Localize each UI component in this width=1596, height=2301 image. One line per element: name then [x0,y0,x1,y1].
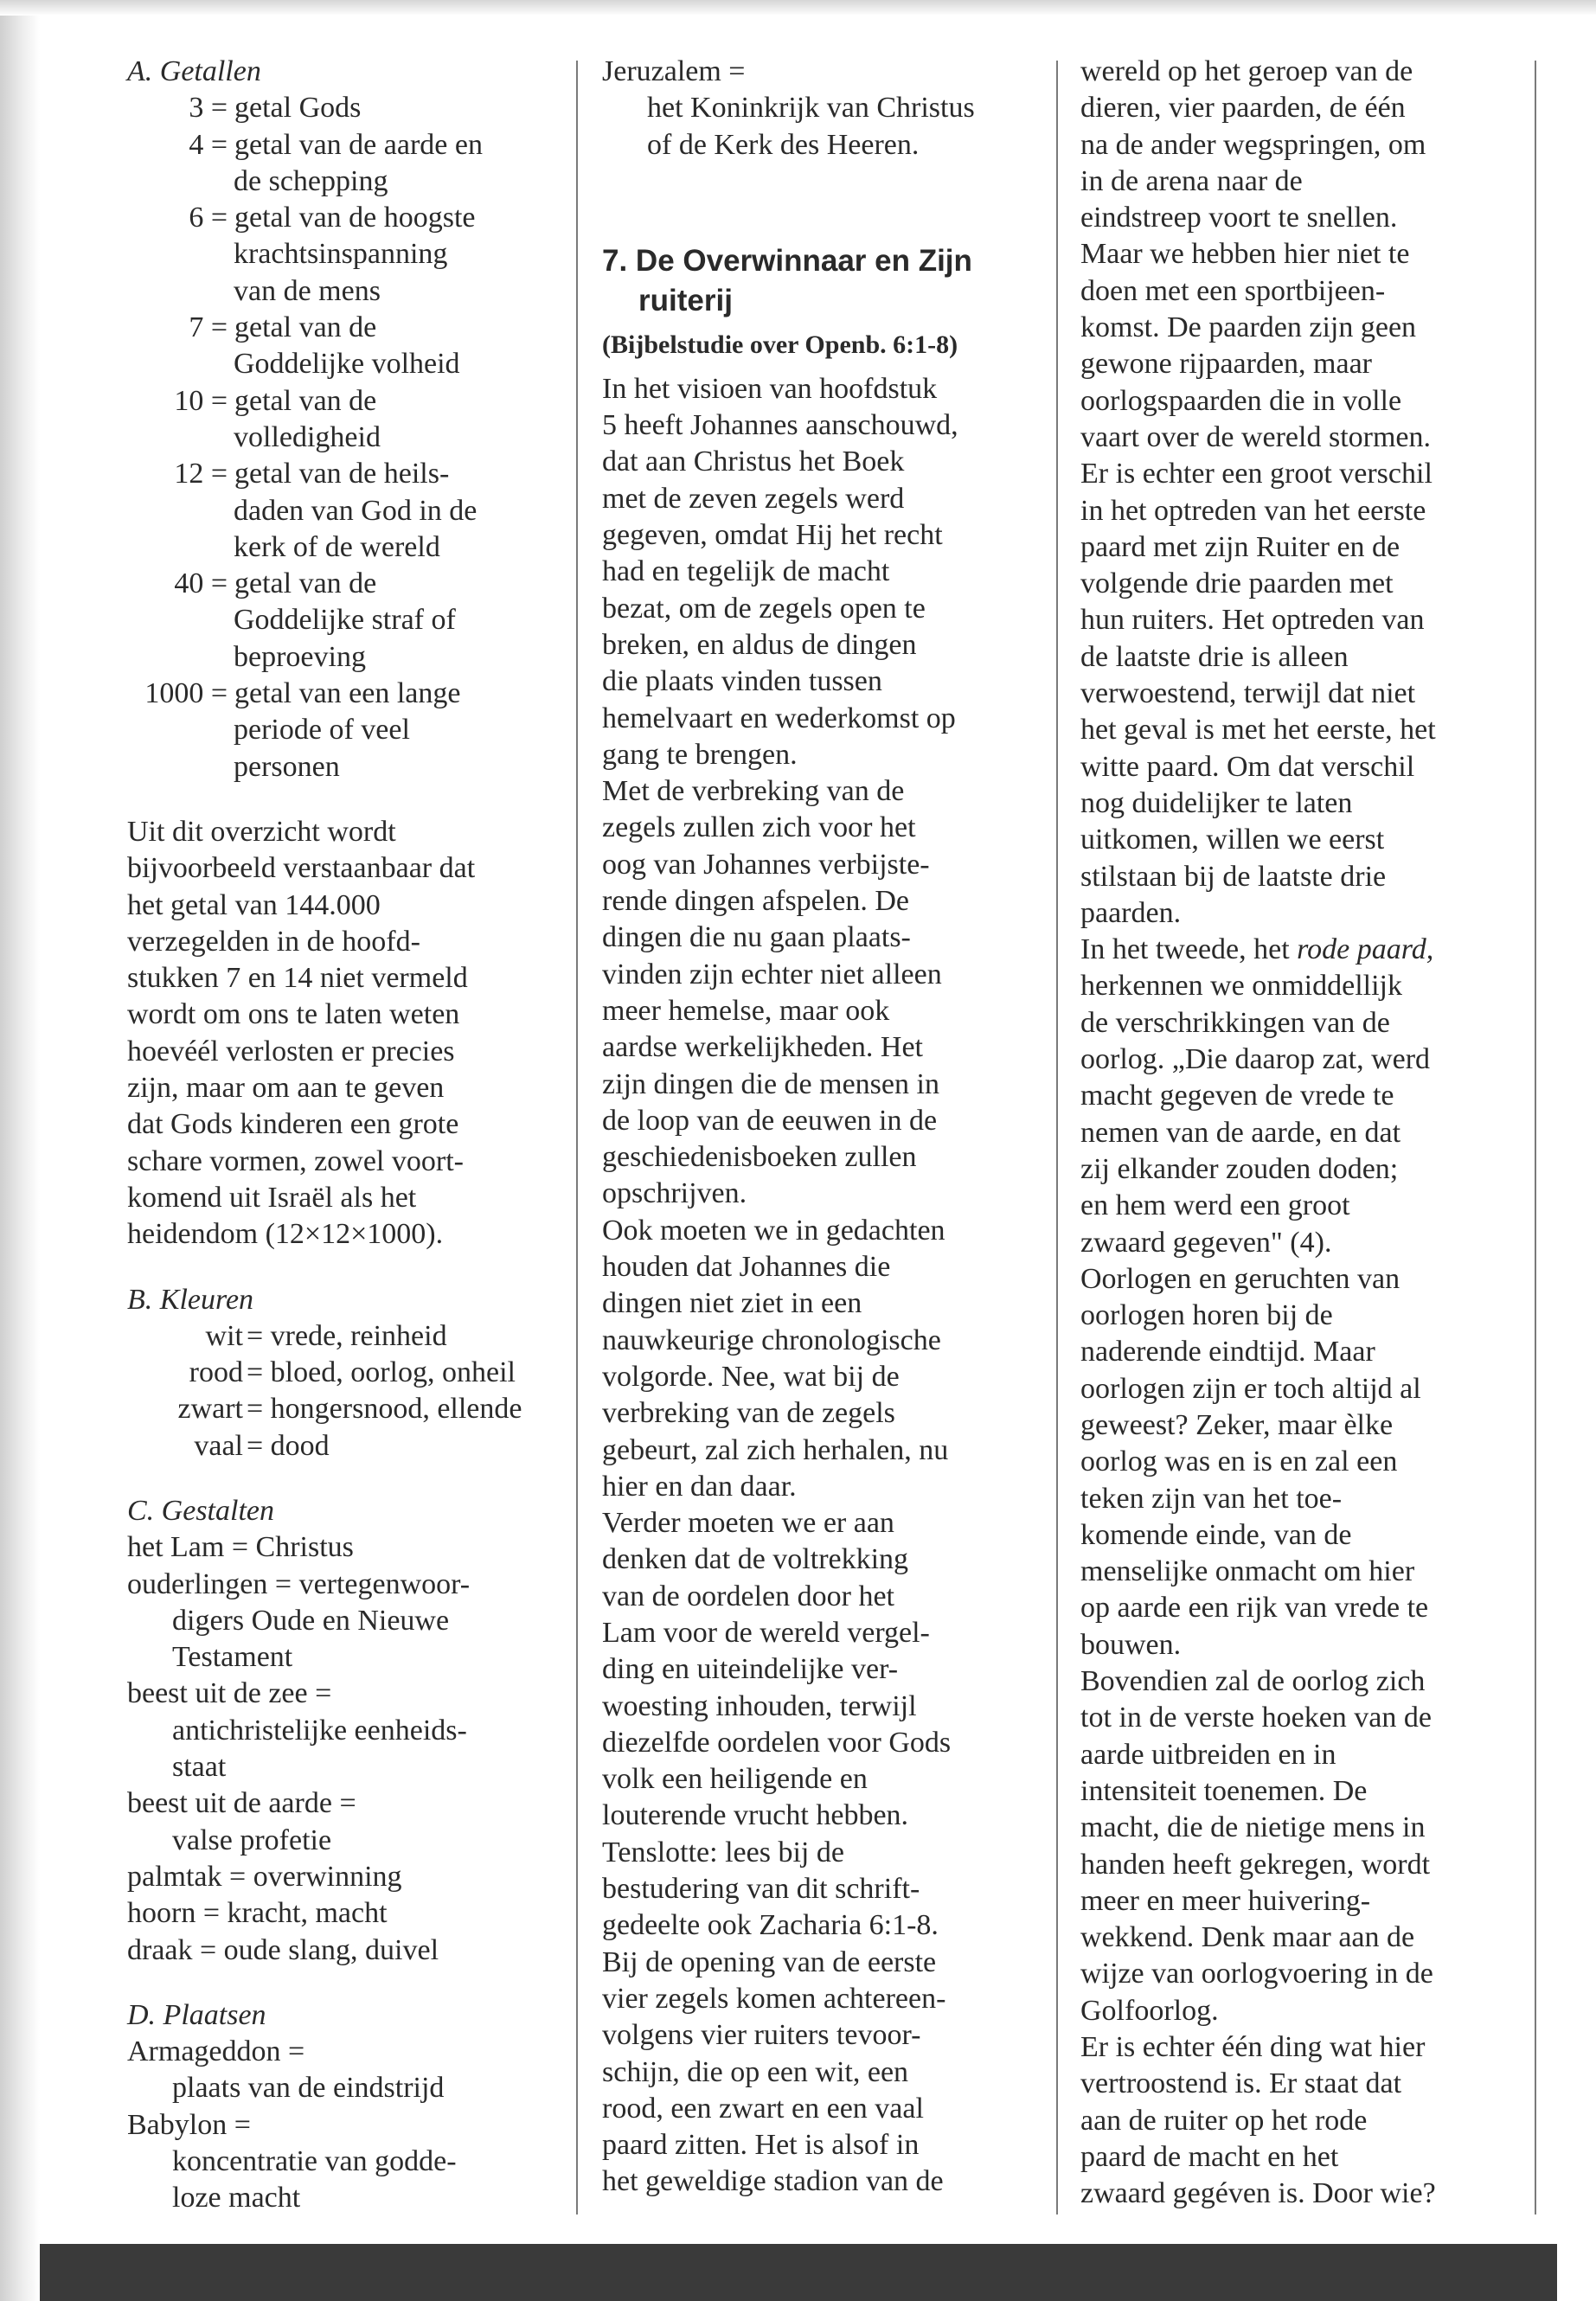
color-entry [127,1355,560,1391]
number-key: 3 = [189,92,228,125]
body-line: zij elkander zouden doden; [1080,1152,1399,1185]
number-entry [127,566,560,602]
body-line: naderende eindtijd. Maar [1080,1336,1375,1368]
color-meaning: = vrede, reinheid [247,1319,447,1352]
figure-entry: antichristelijke eenheids- [172,1714,467,1747]
body-line: meer en meer huivering- [1080,1884,1371,1917]
body-line: macht gegeven de vrede te [1080,1080,1394,1112]
body-line: had en tegelijk de macht [602,555,890,588]
paragraph-line: heidendom (12×12×1000). [127,1218,444,1251]
body-line: gewone rijpaarden, maar [1080,348,1372,381]
body-line: nemen van de aarde, en dat [1080,1116,1401,1149]
body-line: Bovendien zal de oorlog zich [1080,1665,1426,1698]
number-definition: getal van de [234,384,377,417]
column-1 [127,54,560,2217]
paragraph-line: hoevéél verlosten er precies [127,1035,455,1067]
article-body-continued-2 [1080,968,1530,2212]
body-line: aarde uitbreiden en in [1080,1738,1336,1771]
article-subheading: (Bijbelstudie over Openb. 6:1-8) [602,330,958,359]
body-line: verwoestend, terwijl dat niet [1080,677,1416,710]
number-definition: getal van de heils- [234,458,450,490]
body-line: nog duidelijker te laten [1080,786,1353,819]
body-line: tot in de verste hoeken van de [1080,1702,1432,1734]
body-line: het geval is met het eerste, het [1080,714,1436,747]
body-line: vier zegels komen achtereen- [602,1982,946,2015]
section-d-heading: D. Plaatsen [127,1998,266,2031]
body-line: gang te brengen. [602,738,798,771]
body-line: oorlog was en is en zal een [1080,1445,1398,1478]
color-meaning: = hongersnood, ellende [247,1393,522,1426]
number-definition-continued: volledigheid [234,420,381,453]
number-entry [127,310,560,346]
body-line: Met de verbreking van de [602,775,905,808]
body-line: de verschrikkingen van de [1080,1006,1390,1039]
column-rule-3 [1535,61,1536,2214]
body-line: schijn, die op een wit, een [602,2055,909,2088]
paragraph-line: dat Gods kinderen een grote [127,1108,459,1141]
body-line: denken dat de voltrekking [602,1543,909,1576]
body-line: gedeelte ook Zacharia 6:1-8. [602,1909,939,1942]
body-line: handen heeft gekregen, wordt [1080,1848,1431,1881]
body-line: hun ruiters. Het optreden van [1080,604,1425,637]
number-definition-continued: Goddelijke volheid [234,348,460,381]
body-line: Bij de opening van de eerste [602,1945,937,1978]
body-line: woesting inhouden, terwijl [602,1689,917,1722]
body-line: witte paard. Om dat verschil [1080,750,1415,783]
number-definition: getal van de [234,311,377,344]
body-line: dieren, vier paarden, de één [1080,92,1406,125]
body-line: doen met een sportbijeen- [1080,274,1386,307]
article-body [602,371,1052,2201]
section-c-heading: C. Gestalten [127,1494,274,1527]
number-definition-continued: de schepping [234,164,388,197]
body-line: die plaats vinden tussen [602,665,882,698]
body-line: macht, die de nietige mens in [1080,1811,1426,1844]
body-line: paard de macht en het [1080,2140,1339,2173]
body-line [1080,932,1530,968]
number-entry [127,676,560,712]
number-key: 12 = [174,458,228,490]
body-line: na de ander wegspringen, om [1080,128,1426,161]
paragraph-line: bijvoorbeeld verstaanbaar dat [127,852,476,885]
place-entry: Armageddon = [127,2035,305,2068]
body-line: gebeurt, zal zich herhalen, nu [602,1433,949,1466]
body-line: oorlog. „Die daarop zat, werd [1080,1043,1431,1076]
body-line: van de oordelen door het [602,1580,894,1612]
section-a-heading: A. Getallen [127,55,261,87]
colors-list [127,1318,560,1465]
paragraph-line: schare vormen, zowel voort- [127,1144,464,1177]
scan-shadow-top [0,0,1596,16]
body-line: houden dat Johannes die [602,1251,891,1284]
paragraph-line: Uit dit overzicht wordt [127,815,396,848]
body-line: Lam voor de wereld vergel- [602,1616,930,1649]
number-definition: getal Gods [234,92,362,125]
body-line: uitkomen, willen we eerst [1080,824,1385,856]
body-line: Verder moeten we er aan [602,1507,894,1540]
body-line: bouwen. [1080,1628,1182,1661]
body-line: in de arena naar de [1080,164,1303,197]
number-definition-continued: personen [234,750,340,783]
jerusalem-entry [602,54,1052,163]
number-definition-continued: kerk of de wereld [234,530,440,563]
color-entry [127,1391,560,1427]
color-entry [127,1318,560,1355]
color-meaning: = bloed, oorlog, onheil [247,1356,516,1389]
number-definition-continued: daden van God in de [234,494,478,527]
emphasis-rode-paard: rode paard, [1297,933,1434,966]
body-line: vinden zijn echter niet alleen [602,958,942,990]
body-line: verbreking van de zegels [602,1397,895,1430]
body-line: de loop van de eeuwen in de [602,1104,938,1137]
place-entry: Babylon = [127,2108,251,2141]
body-line: volk een heiligende en [602,1763,868,1796]
overview-paragraph [127,814,560,1253]
number-definition: getal van een lange [234,677,461,710]
body-line: dingen niet ziet in een [602,1287,862,1320]
paragraph-line: verzegelden in de hoofd- [127,925,420,958]
body-line: oorlogspaarden die in volle [1080,384,1402,417]
body-line: rood, een zwart en een vaal [602,2092,924,2125]
body-line: bestudering van dit schrift- [602,1873,920,1906]
color-key: zwart [177,1393,243,1426]
paragraph-line: stukken 7 en 14 niet vermeld [127,962,468,995]
color-key: wit [205,1319,243,1352]
body-line: hier en dan daar. [602,1470,797,1503]
number-key: 40 = [174,567,228,600]
place-entry: of de Kerk des Heeren. [647,128,920,161]
body-line: ding en uiteindelijke ver- [602,1653,899,1686]
figures-list [127,1529,560,1969]
body-line: met de zeven zegels werd [602,482,905,515]
body-line: herkennen we onmiddellijk [1080,970,1403,1003]
body-line: Er is echter één ding wat hier [1080,2031,1426,2064]
figure-entry: het Lam = Christus [127,1531,354,1564]
body-line: louterende vrucht hebben. [602,1799,909,1832]
body-line: Golfoorlog. [1080,1994,1219,2027]
place-entry: loze macht [172,2182,301,2214]
column-2 [602,54,1052,2201]
paragraph-line: komend uit Israël als het [127,1181,417,1214]
places-list [127,2034,560,2216]
paragraph-line: het getal van 144.000 [127,888,381,921]
place-entry: plaats van de eindstrijd [172,2072,445,2105]
figure-entry: staat [172,1751,227,1784]
number-key: 1000 = [144,677,228,710]
body-line: volgens vier ruiters tevoor- [602,2019,921,2052]
numbers-list [127,90,560,785]
column-rule-2 [1056,61,1058,2214]
body-line: komende einde, van de [1080,1518,1352,1551]
figure-entry: Testament [172,1641,293,1674]
figure-entry: draak = oude slang, duivel [127,1933,439,1966]
color-key: rood [189,1356,243,1389]
body-line: bezat, om de zegels open te [602,592,926,625]
number-definition-continued: periode of veel [234,714,410,747]
paragraph-line: wordt om ons te laten weten [127,998,460,1031]
number-entry [127,456,560,492]
body-line: vertroostend is. Er staat dat [1080,2067,1402,2100]
number-key: 4 = [189,128,228,161]
number-definition-continued: van de mens [234,274,381,307]
body-line: Oorlogen en geruchten van [1080,1262,1401,1295]
body-line: op aarde een rijk van vrede te [1080,1592,1429,1625]
body-line: diezelfde oordelen voor Gods [602,1726,952,1759]
body-line: eindstreep voort te snellen. [1080,202,1398,234]
number-definition-continued: Goddelijke straf of [234,604,456,637]
article-body-continued [1080,54,1530,932]
figure-entry: beest uit de aarde = [127,1787,356,1820]
body-line: stilstaan bij de laatste drie [1080,860,1387,893]
body-line: intensiteit toenemen. De [1080,1774,1368,1807]
body-line: In het visioen van hoofdstuk [602,372,938,405]
body-line: en hem werd een groot [1080,1189,1350,1222]
body-line: oorlogen horen bij de [1080,1299,1333,1332]
body-line: zijn dingen die de mensen in [602,1067,939,1100]
body-line: dingen die nu gaan plaats- [602,921,911,954]
place-entry: Jeruzalem = [602,55,746,87]
body-line: in het optreden van het eerste [1080,494,1426,527]
scan-bottom-bar [40,2244,1557,2301]
column-3 [1080,54,1530,2213]
body-line: wekkend. Denk maar aan de [1080,1921,1415,1954]
body-line: Tenslotte: lees bij de [602,1836,844,1868]
body-line: 5 heeft Johannes aanschouwd, [602,409,958,442]
number-definition-continued: krachtsinspanning [234,238,448,271]
number-definition: getal van de aarde en [234,128,483,161]
number-key: 7 = [189,311,228,344]
body-line: komst. De paarden zijn geen [1080,311,1417,344]
body-line: meer hemelse, maar ook [602,994,890,1027]
number-definition-continued: beproeving [234,640,366,673]
body-line: de laatste drie is alleen [1080,640,1349,673]
section-b-heading: B. Kleuren [127,1283,254,1316]
number-definition: getal van de [234,567,377,600]
scan-shadow-left [0,0,40,2301]
body-line: geschiedenisboeken zullen [602,1141,917,1174]
number-entry [127,383,560,420]
place-entry: het Koninkrijk van Christus [647,92,975,125]
number-key: 6 = [189,202,228,234]
number-entry [127,200,560,236]
body-line: aardse werkelijkheden. Het [602,1031,923,1064]
body-line: vaart over de wereld stormen. [1080,420,1431,453]
body-line: dat aan Christus het Boek [602,445,905,478]
body-line: wereld op het geroep van de [1080,55,1413,87]
body-line: het geweldige stadion van de [602,2165,944,2198]
body-line: rende dingen afspelen. De [602,885,909,918]
body-line: oog van Johannes verbijste- [602,848,930,881]
place-entry: koncentratie van godde- [172,2145,457,2178]
figure-entry: beest uit de zee = [127,1677,332,1710]
figure-entry: digers Oude en Nieuwe [172,1604,450,1637]
body-line: zwaard gegéven is. Door wie? [1080,2177,1436,2210]
figure-entry: palmtak = overwinning [127,1860,402,1893]
body-line: wijze van oorlogvoering in de [1080,1958,1433,1990]
color-meaning: = dood [247,1429,330,1462]
body-line: nauwkeurige chronologische [602,1324,941,1356]
body-line-text: In het tweede, het [1080,933,1298,966]
body-line: oorlogen zijn er toch altijd al [1080,1372,1421,1405]
figure-entry: ouderlingen = vertegenwoor- [127,1567,471,1600]
color-entry [127,1428,560,1465]
paragraph-line: zijn, maar om aan te geven [127,1072,445,1105]
body-line: volgende drie paarden met [1080,567,1394,600]
body-line: paarden. [1080,896,1182,929]
article-heading: 7. De Overwinnaar en Zijn [602,243,972,278]
number-entry [127,90,560,126]
figure-entry: valse profetie [172,1823,332,1856]
body-line: zwaard gegeven" (4). [1080,1226,1332,1259]
body-line: paard met zijn Ruiter en de [1080,530,1401,563]
body-line: volgorde. Nee, wat bij de [602,1360,900,1393]
body-line: teken zijn van het toe- [1080,1482,1343,1515]
column-rule-1 [576,61,578,2214]
figure-entry: hoorn = kracht, macht [127,1897,388,1930]
body-line: Er is echter een groot verschil [1080,458,1433,490]
body-line: Ook moeten we in gedachten [602,1214,945,1247]
body-line: breken, en aldus de dingen [602,628,917,661]
number-key: 10 = [174,384,228,417]
number-definition: getal van de hoogste [234,202,476,234]
body-line: gegeven, omdat Hij het recht [602,519,943,552]
number-entry [127,127,560,163]
color-key: vaal [194,1429,243,1462]
body-line: opschrijven. [602,1177,747,1210]
body-line: paard zitten. Het is alsof in [602,2129,920,2162]
body-line: Maar we hebben hier niet te [1080,238,1410,271]
article-heading-continued: ruiterij [638,283,733,317]
body-line: aan de ruiter op het rode [1080,2104,1368,2137]
body-line: zegels zullen zich voor het [602,811,916,844]
body-line: geweest? Zeker, maar èlke [1080,1408,1394,1441]
body-line: menselijke onmacht om hier [1080,1555,1415,1588]
body-line: hemelvaart en wederkomst op [602,702,956,734]
